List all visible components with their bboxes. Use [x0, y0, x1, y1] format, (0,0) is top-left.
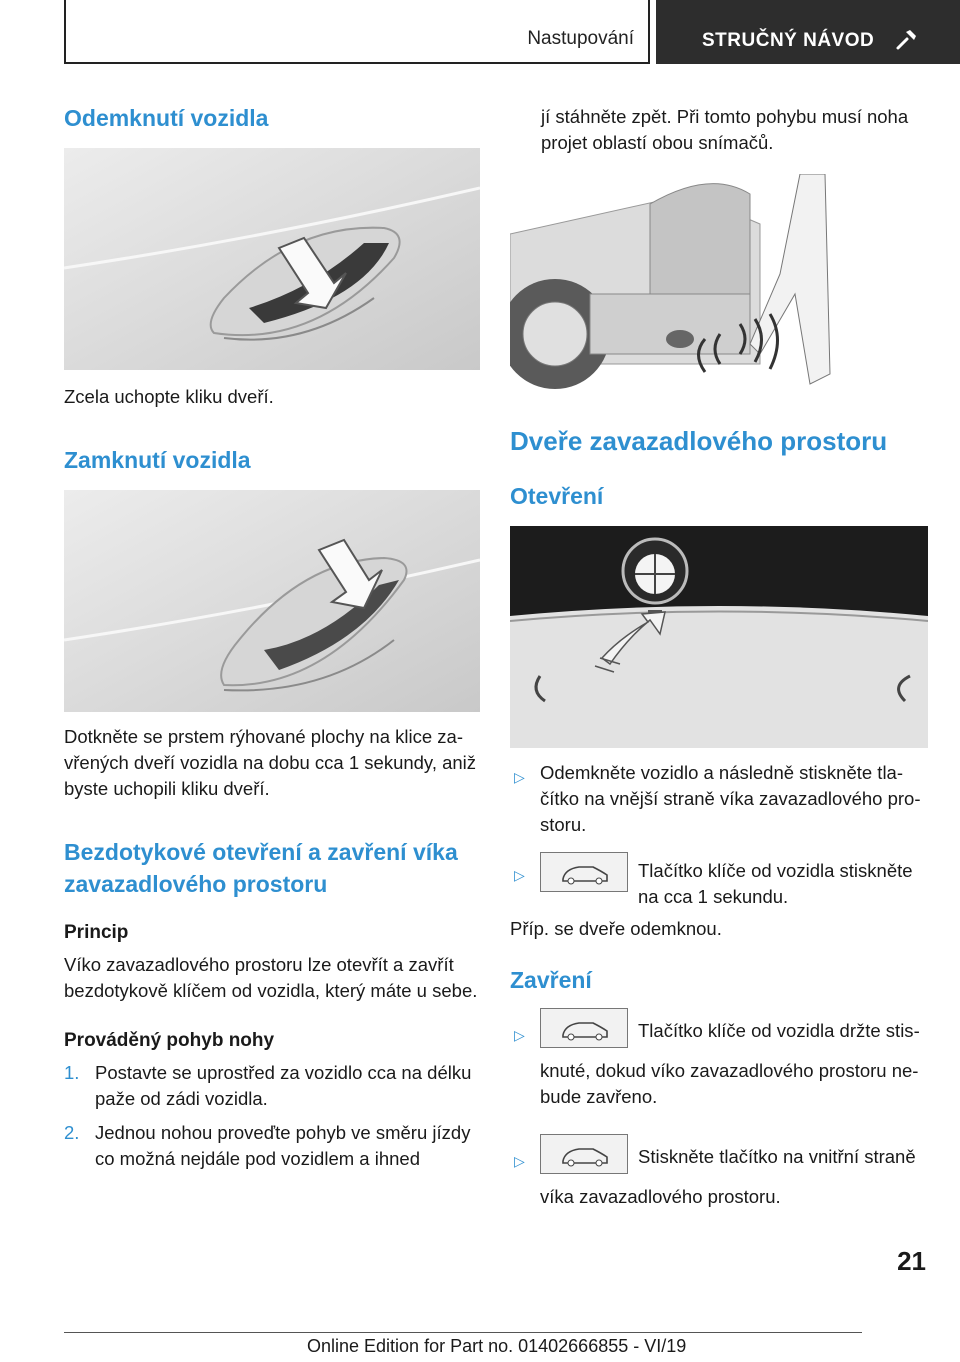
- unlock-title: Odemknutí vozidla: [64, 105, 269, 131]
- footer-edition: Online Edition for Part no. 01402666855 - VI/19: [307, 1336, 687, 1356]
- car-trunk-key-icon: [540, 1008, 628, 1048]
- left-column: [64, 100, 480, 1172]
- list-item: [64, 1120, 480, 1172]
- open-title: Otevření: [510, 483, 604, 509]
- page-number: 21: [897, 1246, 926, 1276]
- close-item-text: Tlačítko klíče od vozidla držte stisknuté, dokud víko zavazadlového prostoru nebude zavřeno.: [540, 1020, 920, 1107]
- step-number: 2.: [64, 1122, 80, 1143]
- open-item-1: [510, 760, 928, 838]
- triangle-bullet-icon: ▷: [514, 769, 525, 785]
- close-item-1: [510, 1018, 928, 1110]
- lock-title: Zamknutí vozidla: [64, 447, 251, 473]
- open-item-text: Tlačítko klíče od vozidla stiskněte na cca 1 sekundu.: [638, 860, 913, 907]
- triangle-bullet-icon: ▷: [514, 1027, 525, 1043]
- close-item-text: Stiskněte tlačítko na vnitřní straně víka zavazadlového prostoru.: [540, 1146, 916, 1207]
- header-section-title: Nastupování: [527, 28, 634, 49]
- door-handle-lock-image: [64, 490, 480, 712]
- step-text: Jednou nohou proveďte pohyb ve směru jízdy co možná nejdále pod vozidlem a ihned: [95, 1122, 471, 1169]
- car-trunk-key-icon: [540, 852, 628, 892]
- header-tab-label: STRUČNÝ NÁVOD: [702, 30, 875, 51]
- car-trunk-key-icon: [540, 1134, 628, 1174]
- trunk-title: Dveře zavazadlového prostoru: [510, 426, 888, 456]
- footer-rule: [64, 1332, 862, 1333]
- open-note: Příp. se dveře odemknou.: [510, 918, 722, 939]
- wrench-icon: [894, 26, 920, 52]
- door-handle-unlock-image: [64, 148, 480, 370]
- step-number: 1.: [64, 1062, 80, 1083]
- header-rule-left: [64, 0, 66, 64]
- triangle-bullet-icon: ▷: [514, 867, 525, 883]
- step-text: Postavte se uprostřed za vozidlo cca na délku paže od zádi vozidla.: [95, 1062, 472, 1109]
- list-item: [64, 1060, 480, 1112]
- trunk-button-image: [510, 526, 928, 748]
- principle-text: Víko zavazadlového prostoru lze otevřít a zavřít bezdotykově klíčem od vozidla, který máte u sebe.: [64, 954, 478, 1001]
- right-column: [510, 100, 928, 1210]
- close-title: Zavření: [510, 967, 592, 993]
- lock-caption: Dotkněte se prstem rýhované plochy na klice zavřených dveří vozidla na dobu cca 1 sekundy, aniž byste uchopili kliku dveří.: [64, 726, 477, 799]
- step2-continuation: jí stáhněte zpět. Při tomto pohybu musí noha projet oblastí obou snímačů.: [541, 106, 909, 153]
- unlock-caption: Zcela uchopte kliku dveří.: [64, 386, 274, 407]
- header-rule-mid: [648, 0, 650, 64]
- open-item-2: [510, 858, 928, 910]
- contactless-title: Bezdotykové otevření a zavření víka zavazadlového prostoru: [64, 839, 458, 897]
- open-item-text: Odemkněte vozidlo a následně stiskněte tlačítko na vnější straně víka zavazadlového prostoru.: [540, 762, 921, 835]
- foot-gesture-image: [510, 174, 847, 394]
- close-item-2: [510, 1144, 928, 1210]
- motion-steps: [64, 1060, 480, 1172]
- header-rule-bottom: [64, 62, 650, 64]
- header-tab: [656, 0, 960, 64]
- principle-title: Princip: [64, 922, 129, 943]
- motion-title: Prováděný pohyb nohy: [64, 1030, 275, 1051]
- triangle-bullet-icon: ▷: [514, 1153, 525, 1169]
